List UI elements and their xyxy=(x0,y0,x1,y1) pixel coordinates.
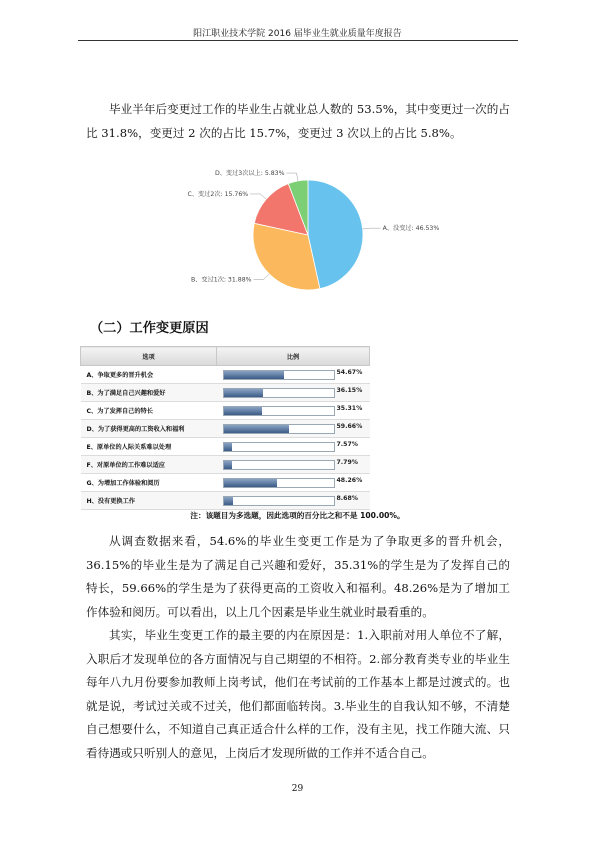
ratio-bar-fill xyxy=(224,443,232,451)
option-label: A、争取更多的晋升机会 xyxy=(81,366,217,384)
ratio-bar-fill xyxy=(224,371,284,379)
pie-slice-label: D、变过3次以上: 5.83% xyxy=(214,170,285,178)
ratio-bar-fill xyxy=(224,407,263,415)
table-row xyxy=(81,366,370,384)
option-label: C、为了发挥自己的特长 xyxy=(81,402,217,420)
pie-slice-label: C、变过2次: 15.76% xyxy=(187,190,249,198)
option-label: G、为增加工作体验和阅历 xyxy=(81,474,217,492)
table-row xyxy=(81,492,370,510)
ratio-bar xyxy=(223,406,335,416)
pie-leader-line xyxy=(363,228,381,229)
ratio-label: 59.66% xyxy=(336,423,363,430)
pie-leader-line xyxy=(287,173,298,181)
option-label: D、为了获得更高的工资收入和福利 xyxy=(81,420,217,438)
ratio-bar-fill xyxy=(224,479,277,487)
ratio-bar xyxy=(223,478,335,488)
ratio-bar-fill xyxy=(224,425,290,433)
reasons-paragraph: 其实，毕业生变更工作的最主要的内在原因是：1.入职前对用人单位不了解，入职后才发现单位的各方面情况与自己期望的不相符。2.部分教育类专业的毕业生每年八九月份要参加教师上岗考试，他们在考试前的工作基本上都是过渡式的。也就是说，考试过关或不过关，他们都面临转岗。3.毕业生的自我认知不够，不清楚自己想要什么，不知道自己真正适合什么样的工作，没有主见，找工作随大流、只看待遇或只听别人的意见，上岗后才发现所做的工作并不适合自己。 xyxy=(86,628,510,760)
ratio-label: 7.57% xyxy=(336,441,358,448)
table-row xyxy=(81,384,370,402)
ratio-label: 7.79% xyxy=(336,459,358,466)
ratio-bar xyxy=(223,424,335,434)
pie-slices xyxy=(253,180,363,290)
ratio-label: 35.31% xyxy=(336,405,363,412)
ratio-bar xyxy=(223,388,335,398)
table-row xyxy=(81,456,370,474)
ratio-bar xyxy=(223,496,335,506)
ratio-bar-fill xyxy=(224,389,264,397)
option-label: F、对原单位的工作难以适应 xyxy=(81,456,217,474)
ratio-bar-fill xyxy=(224,497,234,505)
pie-slice-label: A、没变过: 46.53% xyxy=(382,225,440,233)
pie-leader-line xyxy=(254,274,270,280)
column-header-option: 选项 xyxy=(81,347,217,366)
ratio-bar xyxy=(223,442,335,452)
page-number: 29 xyxy=(291,784,304,794)
pie-leader-line xyxy=(250,194,266,199)
pie-chart xyxy=(180,160,480,310)
ratio-bar xyxy=(223,460,335,470)
table-row xyxy=(81,420,370,438)
ratio-bar xyxy=(223,370,335,380)
section-heading: （二）工作变更原因 xyxy=(90,321,209,336)
option-label: B、为了满足自己兴趣和爱好 xyxy=(81,384,217,402)
intro-paragraph: 毕业半年后变更过工作的毕业生占就业总人数的 53.5%，其中变更过一次的占比 31.8%，变更过 2 次的占比 15.7%，变更过 3 次以上的占比 5.8%。 xyxy=(86,102,510,140)
analysis-paragraph: 从调查数据来看，54.6%的毕业生变更工作是为了争取更多的晋升机会，36.15%的毕业生是为了满足自己兴趣和爱好，35.31%的学生是为了发挥自己的特长，59.66%的学生是为了获得更高的工资收入和福利。48.26%是为了增加工作体验和阅历。可以看出，以上几个因素是毕业生就业时最看重的。 xyxy=(86,534,510,619)
header-rule xyxy=(78,40,518,41)
table-row xyxy=(81,474,370,492)
option-label: E、原单位的人际关系难以处理 xyxy=(81,438,217,456)
ratio-label: 8.68% xyxy=(336,495,358,502)
table-row xyxy=(81,402,370,420)
option-label: H、没有更换工作 xyxy=(81,492,217,510)
ratio-label: 48.26% xyxy=(336,477,363,484)
table-row xyxy=(81,438,370,456)
ratio-label: 54.67% xyxy=(336,369,363,376)
reasons-table xyxy=(80,346,370,510)
pie-slice-label: B、变过1次: 31.88% xyxy=(190,276,252,284)
ratio-label: 36.15% xyxy=(336,387,363,394)
ratio-bar-fill xyxy=(224,461,233,469)
page-header: 阳江职业技术学院 2016 届毕业生就业质量年度报告 xyxy=(193,29,402,39)
column-header-ratio: 比例 xyxy=(217,347,370,366)
table-note: 注：该题目为多选题，因此选项的百分比之和不是 100.00%。 xyxy=(190,511,405,520)
